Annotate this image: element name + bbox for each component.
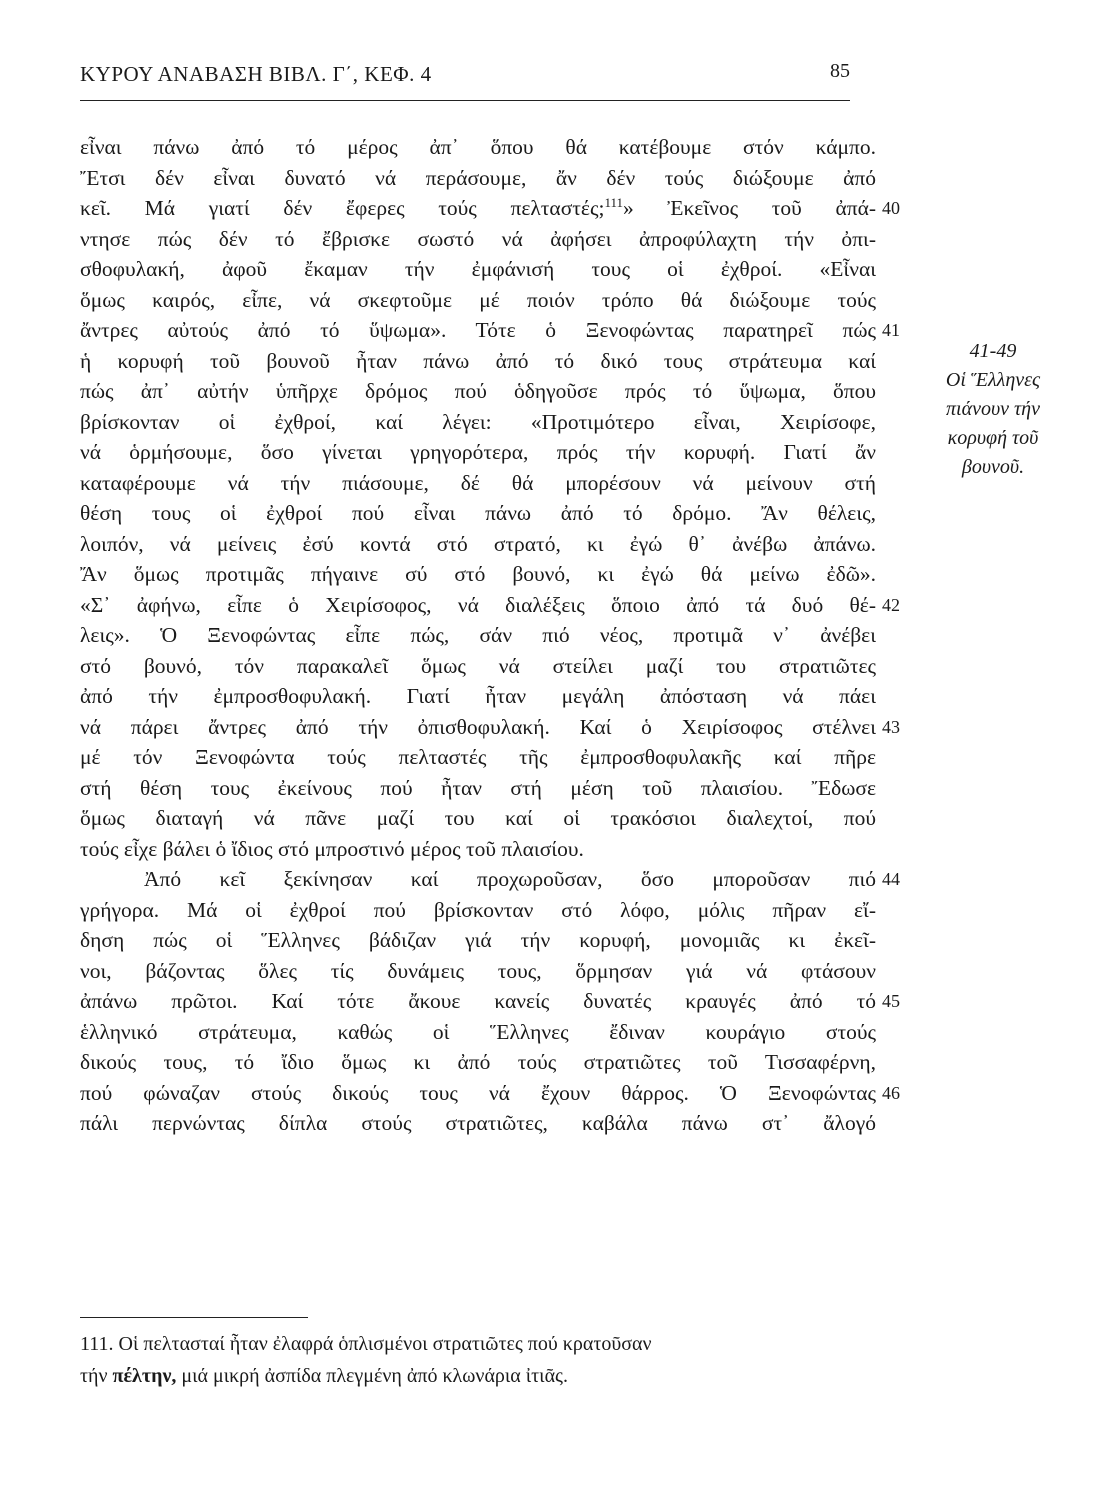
margin-note-line: πιάνουν τήν xyxy=(946,398,1040,420)
text-line: κεῖ. Μά γιατί δέν ἔφερες τούς πελταστές;$^{111}$» Ἐκεῖνος τοῦ ἀπά- 40 xyxy=(80,193,876,224)
footnote-line: τήν πέλτην, μιά μικρή ἀσπίδα πλεγμένη ἀπό κλωνάρια ἰτιᾶς. xyxy=(80,1365,568,1387)
text-line: ντησε πώς δέν τό ἔβρισκε σωστό νά ἀφήσει ἀπροφύλαχτη τήν ὀπι- xyxy=(80,226,876,251)
text-line: δηση πώς οἱ Ἕλληνες βάδιζαν γιά τήν κορυφή, μονομιᾶς κι ἐκεῖ- xyxy=(80,928,876,952)
text-line: στό βουνό, τόν παρακαλεῖ ὅμως νά στείλει μαζί του στρατιῶτες xyxy=(80,653,876,678)
text-line: ἀπό τήν ἐμπροσθοφυλακή. Γιατί ἦταν μεγάλη ἀπόσταση νά πάει xyxy=(80,684,876,708)
margin-note-line: βουνοῦ. xyxy=(961,456,1025,478)
text-line: νοι, βάζοντας ὅλες τίς δυνάμεις τους, ὅρμησαν γιά νά φτάσουν xyxy=(80,958,876,983)
text-line: στή θέση τους ἐκείνους πού ἦταν στή μέση τοῦ πλαισίου. Ἔδωσε xyxy=(80,775,876,800)
running-header xyxy=(80,60,850,101)
text-line: Ἔτσι δέν εἶναι δυνατό νά περάσουμε, ἄν δέν τούς διώξουμε ἀπό xyxy=(80,165,876,190)
page-number: 85 xyxy=(830,60,850,82)
line-marker: 41 xyxy=(882,320,900,340)
text-line: θέση τους οἱ ἐχθροί πού εἶναι πάνω ἀπό τό δρόμο. Ἄν θέλεις, xyxy=(80,501,876,525)
text-line: «Σ᾽ ἀφήνω, εἶπε ὁ Χειρίσοφος, νά διαλέξεις ὅποιο ἀπό τά δυό θέ- 42 xyxy=(80,590,876,621)
text-line: πάλι περνώντας δίπλα στούς στρατιῶτες, καβάλα πάνω στ᾽ ἄλογό xyxy=(80,1111,876,1135)
margin-note xyxy=(918,337,1068,482)
footnote-term: πέλτην, xyxy=(112,1365,177,1387)
line-marker: 45 xyxy=(882,991,900,1011)
line-marker: 44 xyxy=(882,869,900,889)
text-line: ὅμως καιρός, εἶπε, νά σκεφτοῦμε μέ ποιόν τρόπο θά διώξουμε τούς xyxy=(80,287,876,312)
margin-note-range: 41-49 xyxy=(969,340,1017,362)
line-marker: 43 xyxy=(882,716,900,737)
text-line: βρίσκονταν οἱ ἐχθροί, καί λέγει: «Προτιμότερο εἶναι, Χειρίσοφε, xyxy=(80,409,876,434)
text-line: Ἄν ὅμως προτιμᾶς πήγαινε σύ στό βουνό, κι ἐγώ θά μείνω ἐδῶ». xyxy=(80,562,876,586)
text-line: νά πάρει ἄντρες ἀπό τήν ὀπισθοφυλακή. Καί ὁ Χειρίσοφος στέλνει 43 xyxy=(80,712,876,743)
text-line: λεις». Ὁ Ξενοφώντας εἶπε πώς, σάν πιό νέος, προτιμᾶ ν᾽ ἀνέβει xyxy=(80,623,876,647)
footnote-divider xyxy=(80,1317,308,1318)
text-line: καταφέρουμε νά τήν πιάσουμε, δέ θά μπορέσουν νά μείνουν στή xyxy=(80,470,876,495)
text-line: ἀπάνω πρῶτοι. Καί τότε ἄκουε κανείς δυνατές κραυγές ἀπό τό 45 xyxy=(80,986,876,1017)
footnote-line: 111. Οἱ πελτασταί ἦταν ἐλαφρά ὁπλισμένοι στρατιῶτες πού κρατοῦσαν xyxy=(80,1333,652,1355)
line-marker: 40 xyxy=(882,198,900,218)
text-line: δικούς τους, τό ἴδιο ὅμως κι ἀπό τούς στρατιῶτες τοῦ Τισσαφέρνη, xyxy=(80,1050,876,1074)
text-line: ἄντρες αὐτούς ἀπό τό ὕψωμα». Τότε ὁ Ξενοφώντας παρατηρεῖ πώς 41 xyxy=(80,315,876,346)
text-line: γρήγορα. Μά οἱ ἐχθροί πού βρίσκονταν στό λόφο, μόλις πῆραν εἴ- xyxy=(80,897,876,922)
line-marker: 46 xyxy=(882,1082,900,1103)
text-line: ὅμως διαταγή νά πᾶνε μαζί του καί οἱ τρακόσιοι διαλεχτοί, πού xyxy=(80,806,876,830)
footnote-reference: 111 xyxy=(604,194,623,210)
footnote xyxy=(80,1328,880,1392)
text-line: μέ τόν Ξενοφώντα τούς πελταστές τῆς ἐμπροσθοφυλακῆς καί πῆρε xyxy=(80,745,876,769)
margin-note-line: Οἱ Ἕλληνες xyxy=(945,369,1041,391)
header-title: ΚΥΡΟΥ ΑΝΑΒΑΣΗ ΒΙΒΛ. Γ΄, ΚΕΦ. 4 xyxy=(80,62,432,86)
text-line: πού φώναζαν στούς δικούς τους νά ἔχουν θάρρος. Ὁ Ξενοφώντας 46 xyxy=(80,1078,876,1109)
margin-note-line: κορυφή τοῦ xyxy=(947,427,1039,449)
text-line: πώς ἀπ᾽ αὐτήν ὑπῆρχε δρόμος πού ὁδηγοῦσε πρός τό ὕψωμα, ὅπου xyxy=(80,379,876,403)
text-line: σθοφυλακή, ἀφοῦ ἔκαμαν τήν ἐμφάνισή τους οἱ ἐχθροί. «Εἶναι xyxy=(80,257,876,281)
text-line: λοιπόν, νά μείνεις ἐσύ κοντά στό στρατό, κι ἐγώ θ᾽ ἀνέβω ἀπάνω. xyxy=(80,531,876,556)
text-line: ἡ κορυφή τοῦ βουνοῦ ἦταν πάνω ἀπό τό δικό τους στράτευμα καί xyxy=(80,348,876,373)
text-line: τούς εἶχε βάλει ὁ ἴδιος στό μπροστινό μέρος τοῦ πλαισίου. xyxy=(80,836,584,861)
text-line: ἑλληνικό στράτευμα, καθώς οἱ Ἕλληνες ἔδιναν κουράγιο στούς xyxy=(80,1019,876,1044)
text-line: εἶναι πάνω ἀπό τό μέρος ἀπ᾽ ὅπου θά κατέβουμε στόν κάμπο. xyxy=(80,135,876,159)
text-line: Ἀπό κεῖ ξεκίνησαν καί προχωροῦσαν, ὅσο μποροῦσαν πιό 44 xyxy=(80,864,876,895)
text-line: νά ὁρμήσουμε, ὅσο γίνεται γρηγορότερα, πρός τήν κορυφή. Γιατί ἄν xyxy=(80,440,876,464)
body-text xyxy=(80,132,900,1139)
line-marker: 42 xyxy=(882,594,900,615)
